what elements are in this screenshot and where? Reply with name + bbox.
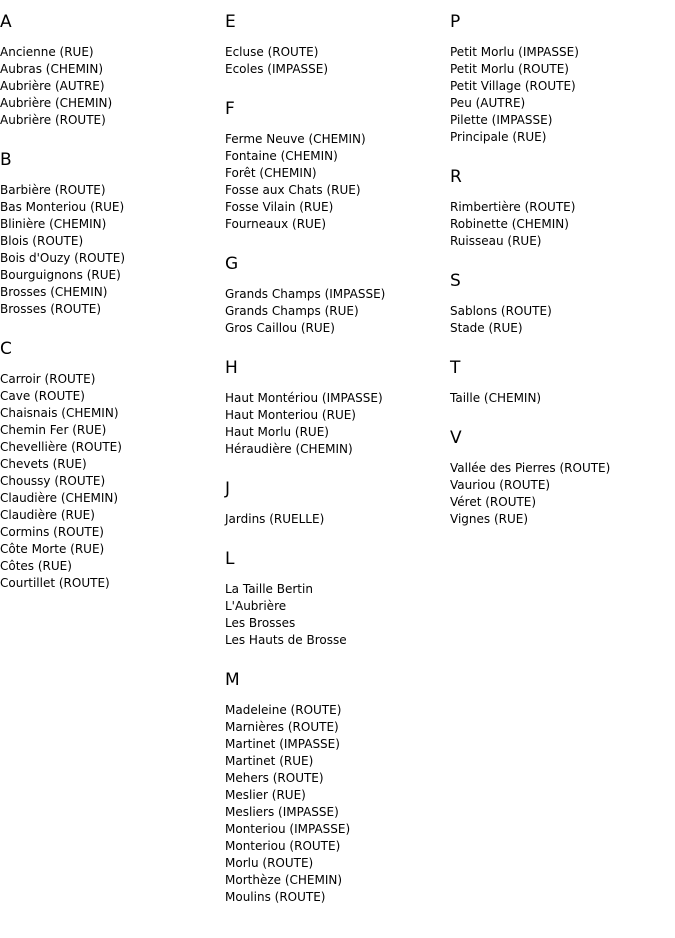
street-entry[interactable]: Sablons (ROUTE): [450, 304, 552, 318]
letter-group: [450, 8, 675, 146]
street-entry[interactable]: Petit Village (ROUTE): [450, 79, 576, 93]
letter-heading: J: [225, 479, 231, 499]
letter-heading: C: [0, 339, 12, 359]
street-index-column: [0, 8, 225, 592]
street-entry[interactable]: Choussy (ROUTE): [0, 474, 106, 488]
street-entry[interactable]: Claudière (RUE): [0, 508, 95, 522]
street-entry[interactable]: Jardins (RUELLE): [225, 512, 325, 526]
letter-heading: L: [225, 549, 235, 569]
letter-group: [225, 8, 450, 78]
letter-heading: P: [450, 12, 461, 32]
letter-heading: B: [0, 150, 12, 170]
street-list: [225, 286, 450, 337]
street-entry[interactable]: Barbière (ROUTE): [0, 183, 106, 197]
letter-group: [225, 95, 450, 233]
street-entry[interactable]: Haut Morlu (RUE): [225, 425, 329, 439]
street-index-column: [225, 8, 450, 906]
street-entry[interactable]: Rimbertière (ROUTE): [450, 200, 576, 214]
street-list: [0, 44, 225, 129]
letter-group: [0, 146, 225, 318]
street-entry[interactable]: Meslier (RUE): [225, 788, 306, 802]
street-entry[interactable]: Martinet (RUE): [225, 754, 314, 768]
letter-group: [225, 475, 450, 528]
street-entry[interactable]: Monteriou (IMPASSE): [225, 822, 351, 836]
letter-group: [225, 545, 450, 649]
street-entry[interactable]: Fosse aux Chats (RUE): [225, 183, 361, 197]
street-entry[interactable]: Côtes (RUE): [0, 559, 72, 573]
street-list: [450, 303, 675, 337]
street-entry[interactable]: Véret (ROUTE): [450, 495, 537, 509]
letter-heading: T: [450, 358, 461, 378]
street-entry[interactable]: Pilette (IMPASSE): [450, 113, 553, 127]
letter-group: [450, 354, 675, 407]
street-entry[interactable]: Grands Champs (IMPASSE): [225, 287, 386, 301]
street-entry[interactable]: Ecoles (IMPASSE): [225, 62, 329, 76]
street-entry[interactable]: Les Hauts de Brosse: [225, 633, 347, 647]
street-entry[interactable]: Chevellière (ROUTE): [0, 440, 122, 454]
street-entry[interactable]: Cave (ROUTE): [0, 389, 85, 403]
street-entry[interactable]: Fontaine (CHEMIN): [225, 149, 338, 163]
letter-heading: M: [225, 670, 240, 690]
street-entry[interactable]: Fosse Vilain (RUE): [225, 200, 334, 214]
street-entry[interactable]: Haut Montériou (IMPASSE): [225, 391, 383, 405]
street-entry[interactable]: Madeleine (ROUTE): [225, 703, 342, 717]
street-entry[interactable]: Chemin Fer (RUE): [0, 423, 107, 437]
letter-group: [225, 250, 450, 337]
letter-group: [225, 666, 450, 906]
letter-heading: H: [225, 358, 238, 378]
street-entry[interactable]: Vauriou (ROUTE): [450, 478, 551, 492]
street-entry[interactable]: Cormins (ROUTE): [0, 525, 104, 539]
street-entry[interactable]: Côte Morte (RUE): [0, 542, 105, 556]
letter-group: [450, 424, 675, 528]
letter-heading: V: [450, 428, 462, 448]
street-entry[interactable]: Brosses (CHEMIN): [0, 285, 108, 299]
street-entry[interactable]: Carroir (ROUTE): [0, 372, 96, 386]
street-entry[interactable]: Ancienne (RUE): [0, 45, 94, 59]
street-entry[interactable]: Blinière (CHEMIN): [0, 217, 107, 231]
street-entry[interactable]: L'Aubrière: [225, 599, 287, 613]
letter-group: [450, 267, 675, 337]
street-entry[interactable]: Ecluse (ROUTE): [225, 45, 319, 59]
street-entry[interactable]: Héraudière (CHEMIN): [225, 442, 353, 456]
street-entry[interactable]: Taille (CHEMIN): [450, 391, 542, 405]
letter-group: [225, 354, 450, 458]
street-entry[interactable]: Les Brosses: [225, 616, 296, 630]
street-list: [450, 44, 675, 146]
street-list: [0, 371, 225, 592]
street-entry[interactable]: Bourguignons (RUE): [0, 268, 121, 282]
street-entry[interactable]: Robinette (CHEMIN): [450, 217, 569, 231]
street-entry[interactable]: Blois (ROUTE): [0, 234, 84, 248]
street-list: [225, 390, 450, 458]
street-entry[interactable]: Bois d'Ouzy (ROUTE): [0, 251, 125, 265]
letter-heading: G: [225, 254, 239, 274]
street-entry[interactable]: Morthèze (CHEMIN): [225, 873, 343, 887]
street-entry[interactable]: Vallée des Pierres (ROUTE): [450, 461, 611, 475]
street-entry[interactable]: Chevets (RUE): [0, 457, 87, 471]
street-list: [450, 390, 675, 407]
street-entry[interactable]: Ruisseau (RUE): [450, 234, 542, 248]
street-entry[interactable]: Stade (RUE): [450, 321, 523, 335]
street-entry[interactable]: Peu (AUTRE): [450, 96, 526, 110]
street-list: [225, 511, 450, 528]
letter-group: [0, 8, 225, 129]
street-entry[interactable]: Haut Monteriou (RUE): [225, 408, 356, 422]
street-entry[interactable]: Marnières (ROUTE): [225, 720, 339, 734]
street-entry[interactable]: Principale (RUE): [450, 130, 547, 144]
street-list: [450, 460, 675, 528]
street-list: [450, 199, 675, 250]
street-entry[interactable]: Ferme Neuve (CHEMIN): [225, 132, 366, 146]
letter-heading: A: [0, 12, 12, 32]
street-entry[interactable]: Brosses (ROUTE): [0, 302, 102, 316]
street-list: [225, 581, 450, 649]
street-entry[interactable]: Claudière (CHEMIN): [0, 491, 119, 505]
street-entry[interactable]: Aubrière (CHEMIN): [0, 96, 113, 110]
street-entry[interactable]: Petit Morlu (ROUTE): [450, 62, 569, 76]
street-entry[interactable]: Morlu (ROUTE): [225, 856, 314, 870]
street-entry[interactable]: Monteriou (ROUTE): [225, 839, 341, 853]
street-entry[interactable]: Gros Caillou (RUE): [225, 321, 335, 335]
street-entry[interactable]: Mesliers (IMPASSE): [225, 805, 339, 819]
letter-heading: S: [450, 271, 461, 291]
street-entry[interactable]: Bas Monteriou (RUE): [0, 200, 125, 214]
street-entry[interactable]: Petit Morlu (IMPASSE): [450, 45, 579, 59]
letter-group: [0, 335, 225, 592]
street-entry[interactable]: Forêt (CHEMIN): [225, 166, 317, 180]
street-entry[interactable]: Martinet (IMPASSE): [225, 737, 340, 751]
street-entry[interactable]: Aubrière (AUTRE): [0, 79, 105, 93]
street-entry[interactable]: Fourneaux (RUE): [225, 217, 327, 231]
letter-heading: R: [450, 167, 462, 187]
street-entry[interactable]: Mehers (ROUTE): [225, 771, 324, 785]
street-entry[interactable]: Aubrière (ROUTE): [0, 113, 106, 127]
street-entry[interactable]: Courtillet (ROUTE): [0, 576, 110, 590]
street-list: [225, 702, 450, 906]
street-index-column: [450, 8, 675, 528]
street-entry[interactable]: Grands Champs (RUE): [225, 304, 359, 318]
street-list: [225, 44, 450, 78]
letter-heading: F: [225, 99, 235, 119]
letter-group: [450, 163, 675, 250]
street-list: [0, 182, 225, 318]
street-entry[interactable]: Chaisnais (CHEMIN): [0, 406, 119, 420]
street-entry[interactable]: Aubras (CHEMIN): [0, 62, 104, 76]
letter-heading: E: [225, 12, 236, 32]
street-list: [225, 131, 450, 233]
street-entry[interactable]: Moulins (ROUTE): [225, 890, 326, 904]
street-entry[interactable]: Vignes (RUE): [450, 512, 529, 526]
street-entry[interactable]: La Taille Bertin: [225, 582, 313, 596]
